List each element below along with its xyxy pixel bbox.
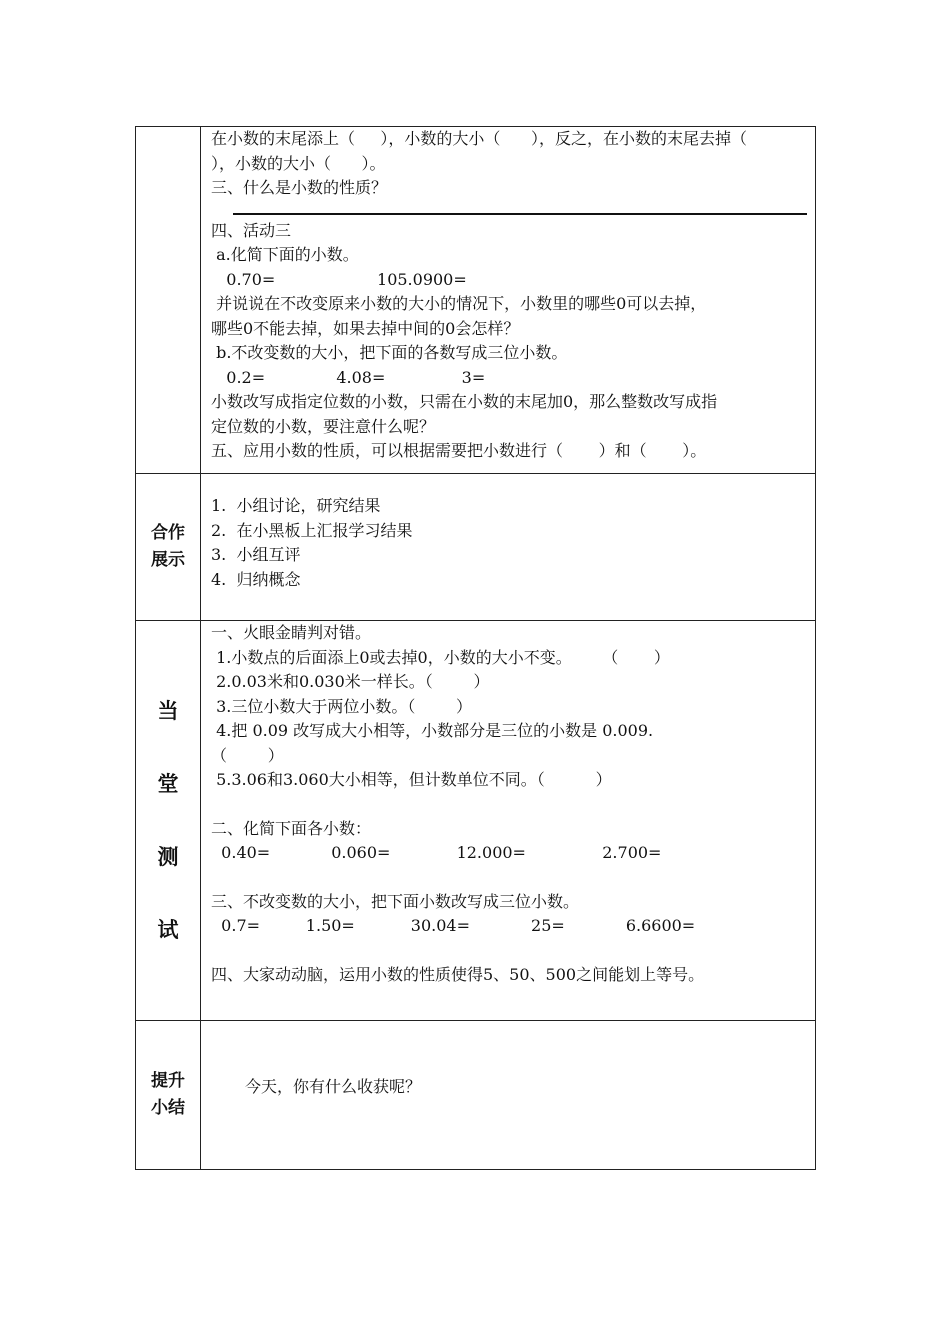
text-line: 0.2= 4.08= 3= — [211, 367, 486, 387]
text-line: 0.70= 105.0900= — [211, 269, 467, 289]
list-item: 1. 小组讨论，研究结果 — [211, 496, 381, 515]
test-item: 4.把 0.09 改写成大小相等，小数部分是三位的小数是 0.009. — [211, 721, 654, 740]
row-label-empty — [136, 127, 201, 474]
test-item: 3.三位小数大于两位小数。（ ） — [211, 696, 473, 716]
text-line: 五、应用小数的性质，可以根据需要把小数进行（ ）和（ ）。 — [211, 441, 707, 460]
activity-content — [201, 127, 816, 474]
test-heading: 二、化简下面各小数： — [211, 818, 372, 838]
label-line: 小结 — [151, 1098, 185, 1118]
label-char: 试 — [157, 917, 179, 942]
label-line: 展示 — [151, 550, 185, 570]
test-content — [201, 621, 816, 1021]
spacer — [211, 939, 807, 963]
list-item: 4. 归纳概念 — [211, 569, 301, 589]
test-item: 0.40= 0.060= 12.000= 2.700= — [211, 843, 662, 862]
label-line: 提升 — [151, 1071, 185, 1091]
answer-line — [233, 213, 807, 215]
test-item: 5.3.06和3.060大小相等，但计数单位不同。（ ） — [211, 770, 612, 789]
row-cooperation — [136, 474, 816, 621]
text-line: 小数改写成指定位数的小数，只需在小数的末尾加0，那么整数改写成指 — [211, 392, 718, 411]
test-item: 0.7= 1.50= 30.04= 25= 6.6600= — [211, 916, 696, 935]
row-test — [136, 621, 816, 1021]
row-label-summary — [136, 1021, 201, 1170]
row-label-cooperation — [136, 474, 201, 621]
activity-heading: 四、活动三 — [211, 220, 292, 240]
test-heading: 一、火眼金睛判对错。 — [211, 623, 372, 642]
cooperation-content — [201, 474, 816, 621]
label-char: 当 — [157, 698, 179, 723]
question-heading: 三、什么是小数的性质？ — [211, 178, 388, 197]
row-activity — [136, 127, 816, 474]
test-heading: 三、不改变数的大小，把下面小数改写成三位小数。 — [211, 891, 580, 911]
label-char: 堂 — [157, 771, 179, 796]
test-heading: 四、大家动动脑，运用小数的性质使得5、50、500之间能划上等号。 — [211, 964, 705, 984]
lesson-table — [135, 126, 816, 1170]
text-line: 在小数的末尾添上（ ），小数的大小（ ），反之，在小数的末尾去掉（ — [211, 129, 747, 148]
label-line: 合作 — [151, 523, 185, 543]
summary-content — [201, 1021, 816, 1170]
list-item: 3. 小组互评 — [211, 545, 301, 564]
text-line: b.不改变数的大小，把下面的各数写成三位小数。 — [211, 343, 568, 362]
row-label-test — [136, 621, 201, 1021]
text-line: ），小数的大小（ ）。 — [211, 153, 386, 173]
summary-question: 今天，你有什么收获呢？ — [245, 1076, 422, 1096]
text-line: 定位数的小数，要注意什么呢？ — [211, 416, 436, 436]
label-char: 测 — [157, 844, 179, 869]
test-item: 2.0.03米和0.030米一样长。（ ） — [211, 672, 490, 691]
text-line: 并说说在不改变原来小数的大小的情况下，小数里的哪些0可以去掉， — [211, 294, 707, 313]
text-line: 哪些0不能去掉，如果去掉中间的0会怎样？ — [211, 318, 520, 338]
test-item: （ ） — [211, 745, 284, 765]
list-item: 2. 在小黑板上汇报学习结果 — [211, 520, 413, 540]
spacer — [211, 866, 807, 890]
spacer — [211, 793, 807, 817]
text-line: a.化简下面的小数。 — [211, 245, 359, 264]
test-item: 1.小数点的后面添上0或去掉0，小数的大小不变。 （ ） — [211, 647, 670, 667]
row-summary — [136, 1021, 816, 1170]
